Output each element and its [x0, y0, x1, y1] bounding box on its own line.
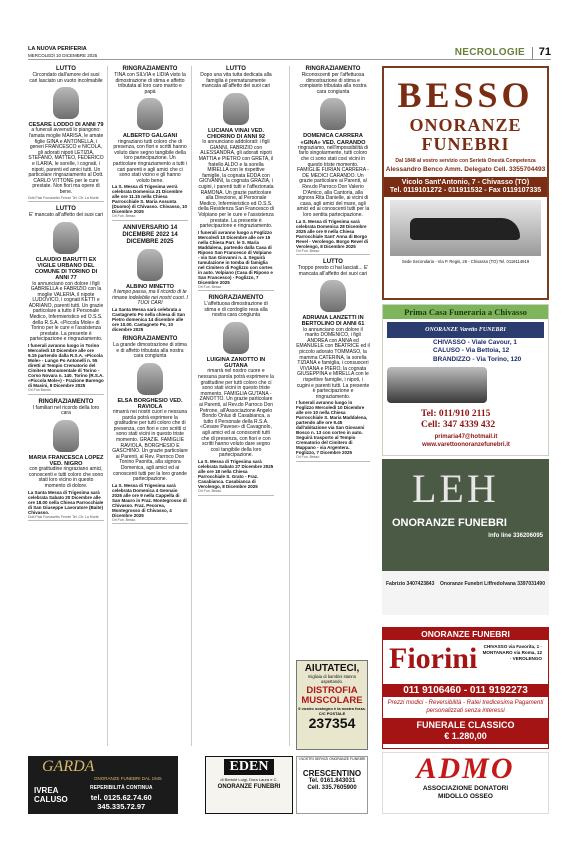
funeral-details: I funerali avranno luogo a Foglizzo Mercoledì 10 Dicembre alle ore 15 nella Chiesa Parr. le S. Maria Maddalena, partendo dalla Casa di Riposo San Francesco di Volpiano - via San Giovanni n. 4. Seguirà tumulazione in tomba di famiglia nel Cimitero di Foglizzo con cortes in auto. Volpiano (Casa di Riposo e San Francesco) - Foglizzo, 7 Dicembre 2025	[198, 229, 273, 285]
obituary-intro: Riconoscenti per l'affettuosa dimostrazione di stima e compianto tributata alla nostra cara congiunta	[299, 72, 367, 95]
fiorini-package: FUNERALE CLASSICO	[416, 720, 515, 730]
fiorini-top: ONORANZE FUNEBRI	[383, 628, 548, 640]
cresc-tel: Tel. 0161.843031	[308, 778, 356, 784]
deceased-name: ALBINO MINETTO	[125, 283, 175, 290]
location-caluso: CALUSO - Via Bettoia, 12	[433, 347, 510, 355]
cresc-name: CRESCENTINO	[302, 769, 362, 778]
location-chivasso: CHIVASSO - Viale Cavour, 1	[433, 339, 517, 346]
eden-subtitle: ONORANZE FUNEBRI	[217, 784, 281, 790]
ad-garda-funeral	[28, 756, 178, 814]
fiorini-price: € 1.280,00	[444, 731, 487, 741]
portrait-photo	[320, 280, 346, 312]
funeral-details: I funerali avranno luogo in Torino Mercoledì 10 Dicembre alle ore 9.15 partendo dalla R.S.A. «Piccola Mole» - Lungo Po Antonelli n. 55 diretti al Tempio Crematorio del Cimitero Monumentale di Torino - Corso Novara n. 140. Torino (R.S.A. «Piccola Mole») - Frazione Barengo di Masini, 8 Dicembre 2025	[28, 343, 104, 389]
agency-signature: Dott Pasi Fornasetto Ferrari Tel. Cfr. La Morte	[28, 515, 104, 522]
varetto-phones	[421, 409, 495, 431]
agency-signature: Ori Fun. Besso	[112, 518, 188, 525]
obituary-column-3	[198, 66, 274, 500]
header-divider	[532, 47, 533, 59]
garda-cell: 345.335.72.97	[97, 802, 146, 811]
obituary-loddo	[28, 66, 104, 202]
obituary-body: rimarrà nei nostri cuori e nessuna parola potrà esprimere la gratitudine per tutti coloro che di presenza, con fiori e con scritti ci sono stati vicini in questo triste momento. GRAZIE. FAMIGLIE RAVIOLA, BORGHESIO E GASCHINO. Un grazie particolare ai Parenti, al Rev. Parroco Don Tonino Paonita, alla signora Domenica, agli amici ed ai conoscenti tutti per la loro grande partecipazione.	[112, 409, 188, 483]
agency-signature: Ori Fun Barolo	[28, 388, 104, 395]
cresc-top: I NOSTRI SERVIZI ONORANZE FUNEBRI	[298, 757, 366, 761]
obituary-intro: Dopo una vita tutta dedicata alla famiglia è prematuramente mancata all'affetto dei suoi cari	[200, 72, 272, 90]
obituary-carrera	[296, 66, 370, 255]
location-brandizzo: BRANDIZZO - Via Torino, 120	[433, 355, 522, 363]
ad-eden-funeral	[205, 756, 293, 814]
deceased-name: CESARE LODDO DI ANNI 79	[28, 122, 104, 129]
obituary-body: lo annunciano addolorati: i figli GIANNI, FABRIZIO con ALESSANDRA, gli adorati nipoti MATTIA e PIETRO con GRETA, il fratello ALDO e la sorella MIRELLA con le rispettive famiglie, la cognata EDDA con GIOVANNI, la cognata GRAZIA, i cugini, i parenti tutti e l'affezionata RAMONA. Un grazie particolare alla Direzione, al Personale Medico, Infermieristico ed O.S.S. della Residenza San Francesco di Volpiano per le cure e l'assistenza prestate. La presente è partecipazione e ringraziamento.	[198, 139, 274, 230]
fiorini-locations: CHIVASSO via Favorita, 1 · MONTANARO via Roma, 12 · VEROLENGO	[482, 644, 542, 661]
obituary-column-1	[28, 66, 104, 525]
distrofia-title: DISTROFIA MUSCOLARE	[301, 685, 363, 706]
portrait-photo	[53, 222, 79, 254]
besso-secondary-office: Sede Secondaria - Via P. Regis, 26 - Chivasso (TO) Tel. 0119114919	[401, 259, 530, 264]
ad-besso-funeral	[382, 66, 549, 300]
portrait-photo	[53, 420, 79, 452]
besso-subtitle: ONORANZE FUNEBRI	[409, 115, 522, 154]
obituary-body: Il tempo passa, ma il ricordo di te rimane indelebile nei nostri cuori. I TUOI CARI	[112, 289, 188, 307]
eden-owners: di Bertolé Luigi, Dora Laura e C.	[220, 777, 278, 782]
mass-details: La S. Messa di Trigesima sarà celebrata Domenica 28 Dicembre 2025 alle ore 9 nella Chiesa Parrocchiale Sant' Anna di Borgo Revel - Verolengo. Borgo Revel di Verolengo, 8 Dicembre 2025	[296, 218, 369, 249]
anniversary-heading: ANNIVERSARIO 14 DICEMBRE 2022 14 DICEMBRE 2025	[122, 224, 178, 245]
obituary-galgani	[112, 66, 188, 221]
obituary-heading: RINGRAZIAMENTO	[122, 66, 178, 72]
hearse-photo	[390, 200, 541, 256]
agency-signature: Ori Fun. Besso	[112, 214, 188, 221]
ad-leh-funeral	[382, 459, 549, 615]
garda-established: ONORANZE FUNEBRI DAL 1945	[94, 776, 162, 781]
leh-contacts	[382, 571, 549, 615]
admo-logo: ADMO	[416, 752, 515, 785]
issue-date: MERCOLEDÌ 10 DICEMBRE 2025	[28, 53, 98, 58]
obituary-intro: Troppo presto ci hai lasciati... E' mancata all'affetto dei suoi cari	[297, 265, 369, 277]
page-header	[28, 46, 551, 60]
obituary-borghesio	[112, 336, 188, 525]
ad-crescentino	[296, 756, 368, 814]
obituary-column-4	[296, 66, 370, 466]
varetto-web	[387, 433, 545, 449]
varetto-logo: ONORANZE Varetto FUNEBRI	[387, 322, 544, 338]
leh-brand: Onoranze Funebri Liffredo	[440, 581, 503, 587]
obituary-body: lo annunciano con dolore il marito DOMENICO, i figli ANDREA con ANNA ed EMANUELE con BEATRICE ed il piccolo adorato TOMMASO, la mamma CATERINA, la sorella TIZIANA e famiglia, i consuoceri VIVIANA e PIERO, la cognata GIUSEPPINA e MIRELLA con le rispettive famiglie, i nipoti, i cugini e parenti tutti. La presente è partecipazione e ringraziamento.	[296, 326, 370, 400]
car-photo	[387, 367, 487, 403]
obituary-zanotto	[198, 295, 274, 495]
cresc-cell: Cell. 335.7605900	[307, 785, 357, 791]
obituary-heading: RINGRAZIAMENTO	[305, 66, 361, 72]
besso-address: Vicolo Sant'Antonio, 7 - Chivasso (TO)	[401, 179, 530, 186]
obituary-heading: LUTTO	[323, 259, 343, 266]
mass-details: La S. Messa di Trigesima verrà celebrata Domenica 21 Dicembre alle ore 11.15 nella Chiesa Parrocchiale S. Maria Assunta (Duomo) di Chivasso. Chivasso, 10 Dicembre 2025	[112, 184, 188, 215]
obituary-heading: RINGRAZIAMENTO	[122, 335, 178, 342]
obituary-body: con gratitudine ringraziano amici, conoscenti e tutti coloro che sono stati loro vicino in questo momento di dolore.	[28, 466, 104, 490]
agency-signature: Dott Pasi Fornasetto Ferrari Tel. Cfr. La Morte	[28, 196, 104, 203]
postal-account: 237354	[308, 715, 356, 731]
leh-logo: LEH	[412, 466, 499, 511]
garda-phones	[90, 784, 153, 811]
deceased-name: ELSA BORGHESIO VED. RAVIOLA	[117, 397, 183, 410]
garda-availability: REPERIBILITÀ CONTINUA	[90, 785, 153, 791]
obituary-intro: E' mancato all'affetto dei suoi cari	[28, 212, 104, 219]
obituary-column-2	[112, 66, 188, 528]
fiorini-phone: 011 9106460 - 011 9192273	[383, 684, 548, 697]
admo-line-2: MIDOLLO OSSEO	[438, 793, 493, 800]
agency-signature: Ori Fun. Besso	[296, 455, 370, 462]
aiutateci-heading: AIUTATECI,	[304, 663, 360, 674]
varetto-tel: Tel: 011/910 2115	[421, 409, 491, 419]
varetto-locations	[433, 339, 521, 364]
deceased-name: CLAUDIO BARUTTI EX VIGILE URBANO DEL COMUNE DI TORINO DI ANNI 77	[34, 256, 98, 282]
obituary-heading: LUTTO	[56, 206, 76, 213]
city-ivrea: IVREA	[34, 786, 59, 795]
garda-tel: tel. 0125.62.74.60	[90, 793, 152, 802]
obituary-lopez	[28, 399, 104, 522]
besso-contact: Alessandro Benco Amm. Delegato Cell. 3355704493	[385, 166, 546, 173]
obituary-intro: I familiari nel ricordo della loro cara	[32, 404, 100, 417]
obituary-intro: La grande dimostrazione di stima e di affetto tributata alla nostra cara congiunta	[113, 341, 187, 360]
deceased-name: ADRIANA LANZETTI IN BERTOLINO DI ANNI 61	[301, 315, 365, 328]
leh-info-line: Info line 336206095	[488, 533, 543, 539]
leh-fabrizio: Fabrizio 3407423843	[386, 581, 435, 587]
anniversary-minetto	[112, 225, 188, 332]
deceased-name: LUCIANA VINAI VED. CHIORINO DI ANNI 92	[207, 127, 265, 140]
portrait-photo	[137, 363, 163, 395]
besso-tagline: Dal 1848 al vostro servizio con Serietà Onestà Competenza	[395, 158, 536, 164]
mass-details: La Santa Messa di Trigesima sarà celebrata Sabato 20 Dicembre alle ore 18.00 nella Chiesa Parrocchiale di San Giuseppe Lavoratore (Baite) Chivasso.	[28, 489, 104, 515]
funeral-details: I funerali avranno luogo in Foglizzo Mercoledì 10 Dicembre alle ore 10 nella Chiesa Parrocchiale S. Maria Maddalena, partendo alle ore 9.45 dall'abitazione via San Giovanni Bosco n. 13 con corteo in auto. Seguirà trasporto al Tempio Crematorio del Cimitero di Mappano - via Argentera. Foglizzo, 7 Dicembre 2025	[296, 400, 368, 456]
admo-line-1: ASSOCIAZIONE DONATORI	[422, 785, 509, 792]
portrait-photo	[223, 93, 249, 125]
portrait-photo	[320, 98, 346, 130]
obituary-body: lo annunciano con dolore i figli GABRIELLA e FABRIZIO con la moglie VALERIA, il nipote LUDOVICO, i cognati KETTI e ADRIANO, parenti tutti. Un grazie particolare a tutto il Personale Medico, Infermieristico ed O.S.S. della R.S.A. «Piccola Mole» di Torino per le cure e l'assistenza prestate. La presente è partecipazione e ringraziamento.	[28, 280, 104, 343]
garda-logo: GARDA	[42, 758, 95, 775]
leh-ivana: Ivana 3397031490	[503, 581, 545, 587]
deceased-name: LUIGINA ZANOTTO IN GUTANA	[206, 357, 266, 370]
obituary-heading: RINGRAZIAMENTO	[208, 295, 264, 302]
column-divider	[289, 66, 290, 746]
obituary-body: ringraziamo, nell'impossibilità di farlo singolarmente, tutti coloro che ci sono stati così vicini in questo triste momento. FAMIGLIE FURIAN CARRERA - DE MEDICI CARANDO. Un grazie particolare ai Parenti, al Rev.do Parroco Don Valerio D'Amico, alla Cantoria, alla signora Rita Danielle, ai vicini di casa, agli amici del mare, agli amici ed ai conoscenti tutti per la loro sentita partecipazione.	[296, 144, 370, 218]
varetto-title: Prima Casa Funeraria a Chivasso	[383, 305, 548, 319]
agency-signature: Ori Fun. Besso	[198, 285, 274, 292]
eden-logo: EDEN	[224, 759, 275, 775]
portrait-photo	[53, 87, 79, 119]
ad-fiorini-funeral	[382, 627, 549, 749]
obituary-body: rimarrà nel nostro cuore e nessuna parola potrà esprimere la gratitudine per tutti coloro che ci sono stati vicini in questo triste momento. FAMIGLIA GUTANA - ZANOTTO. Un grazie particolare ai Parenti, al Rev.do Parroco Don Petrone, all'Associazione Angelo Bondo Onlus di Casabianca, a tutto il Personale della R.S.A. «Cesare Pavese» di Cavagnolo, agli amici ed ai conoscenti tutti che di presenza, con fiori e con scritti hanno voluto dare segno così tangibile della loro partecipazione.	[198, 368, 274, 459]
obituary-heading: RINGRAZIAMENTO	[38, 398, 94, 405]
fiorini-logo: Fiorini	[389, 642, 478, 675]
newspaper-brand: LA NUOVA PERIFERIA	[28, 46, 87, 52]
mass-details: La S. Messa di Trigesima sarà celebrata Sabato 27 Dicembre 2025 alle ore 18 nella Chiesa Parrocchiale S. Grato - Fraz. Casabianca. Casabianca di Verolengo, 8 Dicembre 2025	[198, 458, 274, 489]
column-divider	[191, 66, 192, 746]
mass-details: La S. Messa di Trigesima sarà celebrata Domenica 4 Gennaio 2026 alle ore 9 nella Cappella di San Mauro in Fraz. Montegrosso di Chivasso. Fraz. Pecorea, Montegrosso di Chivasso, 4 Dicembre 2025	[112, 482, 187, 518]
varetto-website: www.varettoonoranzefunebri.it	[422, 442, 510, 448]
ad-admo	[382, 752, 549, 814]
city-caluso: CALUSO	[34, 795, 68, 804]
page-number: 71	[538, 46, 551, 58]
mass-details: La Santa Messa sarà celebrata a Castagneto Po nella chiesa di San Pietro domenica 14 dicembre alle ore 10.00. Castagneto Po, 10 dicembre 2025	[112, 306, 186, 332]
obituary-intro: L'affettuosa dimostrazione di stima e di cordoglio resa alla nostra cara congiunta	[204, 301, 268, 319]
ad-distrofia	[296, 660, 368, 750]
deceased-name: DOMENICA CARRERA «GINA» VED. CARANDO	[300, 133, 366, 146]
agency-signature: Ori Fun. Besso	[296, 249, 370, 256]
ad-varetto-funeral	[382, 304, 549, 456]
obituary-body: ringraziano tutti coloro che di presenza, con fiori e scritti hanno voluto dare segno tangibile della loro partecipazione. Un particolare ringraziamento a tutti i cari parenti e agli amici che ci sono stati vicino e gli hanno voluto bene.	[113, 138, 187, 184]
deceased-name: MARIA FRANCESCA LOPEZ VED. NIGRO	[28, 454, 104, 468]
obituary-heading: LUTTO	[226, 66, 246, 72]
section-title: NECROLOGIE	[454, 47, 525, 58]
aiutateci-sub: migliaia di bambini stanno aspettando.	[307, 674, 357, 684]
besso-address-bar	[384, 177, 547, 197]
column-divider	[107, 66, 108, 746]
leh-subtitle: ONORANZE FUNEBRI	[392, 517, 507, 529]
fiorini-tagline: Prezzi modici - Reversibilità - Ratei tredicesima Pagamenti personalizzati senza interessi	[387, 700, 544, 714]
fiorini-price-box	[383, 718, 548, 744]
portrait-photo	[137, 249, 163, 281]
obituary-heading: LUTTO	[56, 66, 76, 72]
varetto-email: primaria47@hotmail.it	[434, 434, 498, 440]
besso-logo: BESSO	[397, 75, 534, 115]
agency-signature: Ori Fun. Besso	[198, 489, 274, 496]
obituary-intro: TINA con SILVIA e LIDIA visto la dimostrazione di stima e affetto tributata al loro caro marito e papà	[114, 72, 186, 95]
portrait-photo	[223, 322, 249, 354]
distrofia-text: Il vostro sostegno è la nostra forza. C/C POSTALE	[298, 706, 366, 716]
obituary-lanzetti	[296, 259, 370, 462]
besso-phone: Tel. 0119101272 - 011911532 - Fax 0119107335	[389, 187, 542, 194]
obituary-barutti	[28, 206, 104, 395]
obituary-intro: Circondato dall'amore dei suoi cari lasciato un vuoto incolmabile	[29, 72, 103, 84]
obituary-body: a funerali avvenuti lo piangono: l'amata moglie MARISA, le amate figlie GINA e ANTONELLA, i generi FRANCESCO e NICOLA, gli adorati nipoti LETIZIA, STEFANO, MATTEO, FEDERICO e ILARIA, le sorelle, i cognati, i nipoti, parenti ed amici tutti. Un particolare ringraziamento al Dott. CARLO VITTONE per le cure prestate. Non fiori ma opere di bene.	[28, 127, 104, 195]
deceased-name: ALBERTO GALGANI	[122, 133, 178, 140]
portrait-photo	[137, 98, 163, 130]
garda-cities	[34, 786, 68, 804]
varetto-cell: Cell: 347 4339 432	[421, 420, 496, 430]
obituary-vinai	[198, 66, 274, 291]
